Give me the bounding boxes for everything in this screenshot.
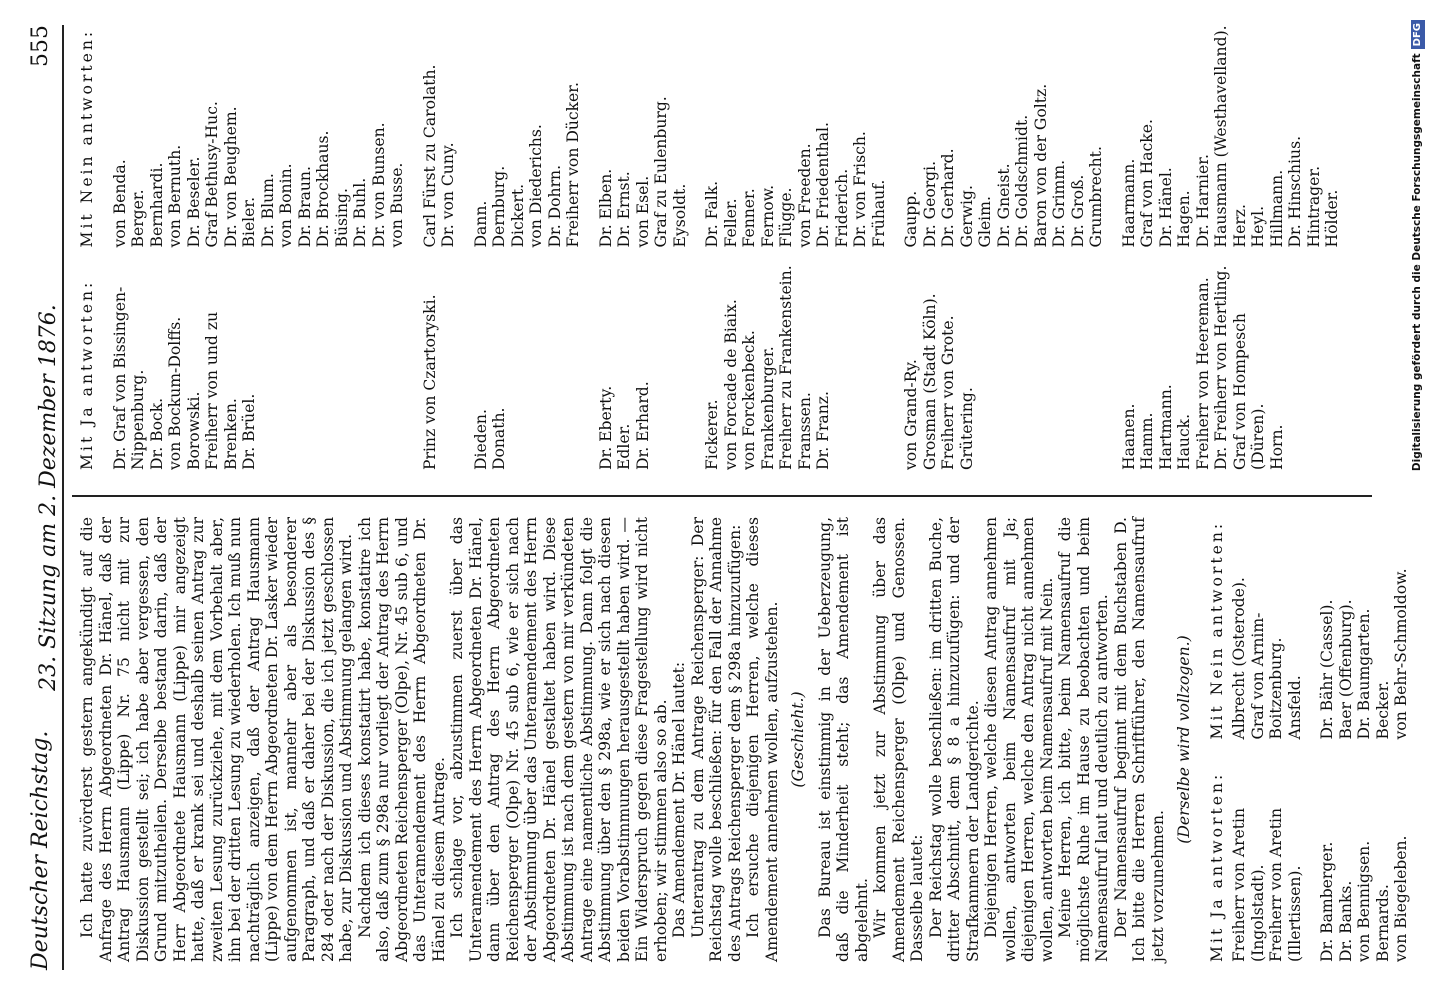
- ja-list: [703, 248, 888, 471]
- name: Dr. Friedenthal.: [814, 122, 832, 248]
- name: Dr. Hänel.: [1156, 167, 1175, 248]
- name: Grosman (Stadt Köln).: [920, 293, 939, 470]
- name: Grumbrecht.: [1087, 146, 1105, 248]
- name: Friderich.: [832, 168, 851, 248]
- ja-label: Mit Ja antworten:: [1207, 771, 1226, 962]
- name: Dr. Bähr (Cassel).: [1318, 599, 1336, 740]
- paragraph: Wir kommen jetzt zur Abstimmung über das Amendement Reichensperger (Olpe) und Genossen. Dasselbe lautet:: [871, 517, 926, 962]
- vote-headings: [78, 25, 97, 470]
- paragraph: Nachdem ich dieses konstatirt habe, konstatire ich also, daß zum § 298a nur vorliegt der Antrag des Herrn Abgeordneten Reichensperger (Olpe), Nr. 45 sub 6, und das Unteramendement des Herrn Abgeordneten Dr. Hänel zu diesem Antrage.: [355, 517, 448, 962]
- name: Grütering.: [957, 387, 976, 470]
- name: Berger.: [129, 189, 147, 248]
- name: Donath.: [490, 407, 508, 470]
- ja-list: [597, 248, 690, 471]
- nein-list: [111, 25, 407, 248]
- name: von Bockum-Dolffs.: [166, 316, 184, 470]
- name: von Freeden.: [795, 143, 814, 248]
- name: Frankenburger.: [758, 346, 777, 470]
- name: von Behr-Schmoldow.: [1392, 568, 1410, 740]
- ja-list: [1120, 248, 1342, 471]
- name: Freiherr von Aretin (Ingolstadt).: [1230, 807, 1267, 962]
- name: von Forckenbeck.: [740, 330, 758, 470]
- name: Dr. Elben.: [596, 168, 615, 248]
- vote-group: [703, 25, 888, 470]
- vote-list: [1318, 517, 1411, 962]
- paragraph: Ich hatte zuvörderst gestern angekündigt auf die Anfrage des Herrn Abgeordneten Dr. Hänel, daß der Antrag Hausmann (Lippe) Nr. 75 nicht mit zur Diskussion gestellt sei; ich habe aber vergessen, den Grund mitzutheilen. Derselbe bestand darin, daß der Herr Abgeordnete Hausmann (Lippe) mir angezeigt hatte, daß er krank sei und deshalb seinen Antrag zur zweiten Lesung zurückziehe, mit dem Vorbehalt aber, ihn bei der dritten Lesung zu wiederholen. Ich muß nun nachträglich anzeigen, daß der Antrag Hausmann (Lippe) von dem Herrn Abgeordneten Dr. Lasker wieder aufgenommen ist, mannehr aber als besonderer Paragraph, und daß er daher bei der Diskussion des § 284 oder nach der Diskussion, die ich jetzt geschlossen habe, zur Diskussion und Abstimmung gelangen wird.: [78, 517, 355, 962]
- session-title: 23. Sitzung am 2. Dezember 1876.: [36, 304, 61, 691]
- name: Fenner.: [740, 188, 758, 248]
- vote-group: [111, 25, 407, 470]
- name: Hausmann (Westhavelland).: [1212, 25, 1230, 248]
- paragraph: Diejenigen Herren, welche diesen Antrag annehmen wollen, antworten beim Namensaufruf mit Ja; diejenigen Herren, welche den Antrag nicht annehmen wollen, antworten beim Namensaufruf mit Nein.: [982, 517, 1056, 962]
- name: Bieler.: [240, 196, 258, 248]
- name: Freiherr von Dücker.: [564, 82, 582, 248]
- vote-group: [902, 25, 1106, 470]
- name: Dr. Brockhaus.: [314, 130, 332, 248]
- name: Prinz von Czartoryski.: [420, 294, 439, 470]
- ja-list: [111, 248, 407, 471]
- name: Dr. Gerhard.: [939, 148, 957, 248]
- event-note: (Geschieht.): [789, 691, 807, 788]
- name: Dr. Brüel.: [240, 393, 258, 470]
- name: Horn.: [1267, 424, 1286, 470]
- paragraph: Das Bureau ist einstimmig in der Ueberzeugung, daß die Minderheit steht; das Amendement ist abgelehnt.: [815, 517, 871, 962]
- name: Dieden.: [471, 409, 490, 470]
- ja-label: Mit Ja antworten:: [78, 279, 96, 470]
- name: Franssen.: [795, 392, 814, 470]
- name: Dr. von Bunsen.: [369, 122, 388, 248]
- name: von Grand-Ry.: [902, 359, 920, 470]
- paragraph: Das Amendement Dr. Hänel lautet:: [670, 661, 688, 938]
- name: Dr. Braun.: [295, 166, 314, 248]
- name: von Forcade de Biaix.: [721, 299, 740, 470]
- name: von Bernuth.: [166, 144, 184, 248]
- ja-list: [472, 248, 583, 471]
- name: Dr. Buhl.: [351, 177, 369, 248]
- name: von Biegeleben.: [1392, 835, 1410, 962]
- name: Herz.: [1230, 204, 1249, 248]
- name: Dr. Gneist.: [994, 163, 1013, 248]
- name: Dr. Bamberger.: [1318, 841, 1336, 962]
- name: Gleim.: [976, 196, 994, 248]
- name: Freiherr von und zu Brenken.: [203, 311, 240, 470]
- ja-list: [902, 248, 1106, 471]
- dfg-watermark: [1406, 20, 1428, 980]
- name: Dr. Dohrn.: [545, 164, 564, 248]
- name: Hauck.: [1175, 413, 1193, 470]
- name: Dr. Harnier.: [1193, 154, 1212, 248]
- name: Dann.: [471, 200, 490, 248]
- name: von Esel.: [633, 175, 652, 248]
- name: Eysoldt.: [670, 183, 689, 248]
- name: von Diederichs.: [527, 124, 545, 248]
- nein-list: [1120, 25, 1342, 248]
- name: Dr. Georgi.: [920, 160, 939, 248]
- paragraph: Meine Herren, ich bitte, beim Namensaufruf die möglichste Ruhe im Hause zu beobachten und beim Namensaufruf laut und deutlich zu antworten.: [1056, 517, 1111, 962]
- name: Dr. Freiherr von Hertling.: [1212, 265, 1230, 470]
- ja-list: [1230, 740, 1304, 963]
- name: Dr. Bock.: [147, 397, 166, 470]
- vote-headings: [1208, 517, 1227, 962]
- name: Haarmann.: [1119, 158, 1138, 248]
- quote: Der Reichstag wolle beschließen: im dritten Buche, dritter Abschnitt, dem § 8 a hinzuzufügen: und der Strafkammern der Landgerichte.: [926, 517, 982, 962]
- page-header: [22, 25, 64, 970]
- column-divider: [72, 495, 1372, 497]
- nein-list: [472, 25, 583, 248]
- nein-list: [597, 25, 690, 248]
- watermark-text: Digitalisierung gefördert durch die Deutsche Forschungsgemeinschaft: [1411, 53, 1423, 472]
- vote-group: [597, 25, 690, 470]
- paragraph: Ich ersuche diejenigen Herren, welche dieses Amendement annehmen wollen, aufzustehen.: [744, 517, 781, 962]
- name: Gerwig.: [957, 185, 976, 248]
- name: Hartmann.: [1156, 384, 1175, 470]
- name: Hamm.: [1138, 412, 1156, 470]
- nein-list: [1230, 517, 1304, 740]
- name: Dr. Goldschmidt.: [1013, 114, 1031, 248]
- vote-group: [472, 25, 583, 470]
- name: Freiherr von Heereman.: [1193, 277, 1212, 470]
- name: Dr. Hinschius.: [1286, 135, 1304, 248]
- name: Gaupp.: [902, 190, 920, 248]
- name: von Bonin.: [277, 163, 295, 248]
- name: Hintrager.: [1304, 165, 1323, 248]
- name: Hagen.: [1175, 190, 1193, 248]
- name: Dr. Falk.: [703, 180, 721, 248]
- name: Carl Fürst zu Carolath.: [420, 64, 439, 248]
- nein-list: [902, 25, 1106, 248]
- name: Dr. von Beughem.: [221, 106, 240, 248]
- name: Dr. Groß.: [1068, 174, 1087, 248]
- name: Dickert.: [508, 183, 527, 248]
- journal-title: Deutscher Reichstag.: [28, 730, 53, 970]
- name: Graf von Hompesch (Düren).: [1230, 313, 1267, 470]
- nein-list: [703, 25, 888, 248]
- page-number: 555: [28, 25, 53, 67]
- name: Fernow.: [758, 184, 777, 248]
- name: Edler.: [615, 423, 633, 470]
- name: Baron von der Goltz.: [1031, 83, 1050, 248]
- nein-list: [1318, 517, 1411, 740]
- name: Fickerer.: [703, 399, 721, 470]
- name: Dr. von Cuny.: [439, 142, 457, 248]
- name: Dr. Ernst.: [615, 171, 633, 248]
- left-column: [78, 517, 1411, 962]
- vote-list: [1230, 517, 1304, 962]
- name: Feller.: [721, 198, 740, 248]
- name: Dernburg.: [490, 165, 508, 248]
- quote: Unterantrag zu dem Antrage Reichensperger: Der Reichstag wolle beschließen: für den Fall der Annahme des Antrags Reichensperger dem § 298a hinzuzufügen:: [688, 517, 744, 962]
- name: Becker.: [1373, 680, 1392, 740]
- name: Albrecht (Osterode).: [1230, 577, 1248, 740]
- name: von Busse.: [388, 162, 406, 248]
- paragraph: Ich schlage vor, abzustimmen zuerst über das Unteramendement des Herrn Abgeordneten Dr. Hänel, dann über den Antrag des Herrn Abgeordneten Reichensperger (Olpe) Nr. 45 sub 6, wie er sich nach der Abstimmung über das Unteramendement des Herrn Abgeordneten Dr. Hänel gestaltet haben wird. Diese Abstimmung ist nach dem gestern von mir verkündeten Antrage eine namentliche Abstimmung. Dann folgt die Abstimmung über den § 298a, wie er sich nach diesen beiden Vorabstimmungen herausgestellt haben wird. — Ein Widerspruch gegen diese Fragestellung wird nicht erhoben; wir stimmen also so ab.: [448, 517, 670, 962]
- name: Ansfeld.: [1285, 675, 1304, 740]
- name: Dr. Graf von Bissingen-Nippenburg.: [110, 286, 147, 470]
- event-note: (Derselbe wird vollzogen.): [1175, 635, 1193, 844]
- vote-group: [421, 25, 458, 470]
- name: Dr. Franz.: [814, 391, 832, 470]
- name: Bernhardi.: [147, 162, 166, 248]
- name: von Bennigsen.: [1355, 840, 1373, 962]
- dfg-logo: DFG: [1411, 20, 1425, 49]
- name: Graf Bethusy-Huc.: [203, 101, 221, 248]
- name: Graf zu Eulenburg.: [652, 96, 670, 248]
- name: Graf von Hacke.: [1138, 119, 1156, 248]
- name: Freiherr von Aretin (Illertissen).: [1267, 807, 1304, 962]
- name: Bernards.: [1373, 884, 1392, 962]
- name: Dr. Banks.: [1336, 880, 1355, 962]
- name: Dr. Erhard.: [633, 381, 652, 470]
- nein-label: Mit Nein antworten:: [78, 28, 96, 248]
- name: von Benda.: [110, 159, 129, 248]
- vote-groups: [111, 25, 1342, 470]
- name: Freiherr von Grote.: [939, 315, 957, 470]
- name: Freiherr zu Frankenstein.: [777, 265, 795, 470]
- ja-list: [1318, 740, 1411, 963]
- ja-list: [421, 248, 458, 471]
- name: Borowski.: [184, 391, 203, 470]
- name: Haanen.: [1119, 403, 1138, 470]
- nein-label: Mit Nein antworten:: [1207, 520, 1226, 740]
- name: Dr. Beseler.: [184, 156, 203, 248]
- name: Frühauf.: [869, 179, 888, 248]
- nein-list: [421, 25, 458, 248]
- name: Graf von Arnim-Boitzenburg.: [1248, 612, 1285, 740]
- name: Heyl.: [1249, 205, 1267, 248]
- right-column: [78, 25, 1342, 470]
- name: Dr. von Frisch.: [851, 131, 869, 248]
- name: Hölder.: [1323, 189, 1341, 248]
- name: Dr. Grimm.: [1050, 159, 1068, 248]
- name: Baer (Offenburg).: [1336, 599, 1355, 740]
- name: Büsing.: [332, 188, 351, 248]
- name: Flügge.: [777, 187, 795, 248]
- name: Dr. Baumgarten.: [1355, 608, 1373, 740]
- name: Dr. Eberty.: [596, 385, 615, 470]
- paragraph: Der Namensaufruf beginnt mit dem Buchstaben D. Ich bitte die Herren Schriftführer, den Namensaufruf jetzt vorzunehmen.: [1111, 517, 1167, 962]
- vote-group: [1120, 25, 1342, 470]
- name: Dr. Blum.: [258, 173, 277, 248]
- name: Hillmann.: [1267, 169, 1286, 248]
